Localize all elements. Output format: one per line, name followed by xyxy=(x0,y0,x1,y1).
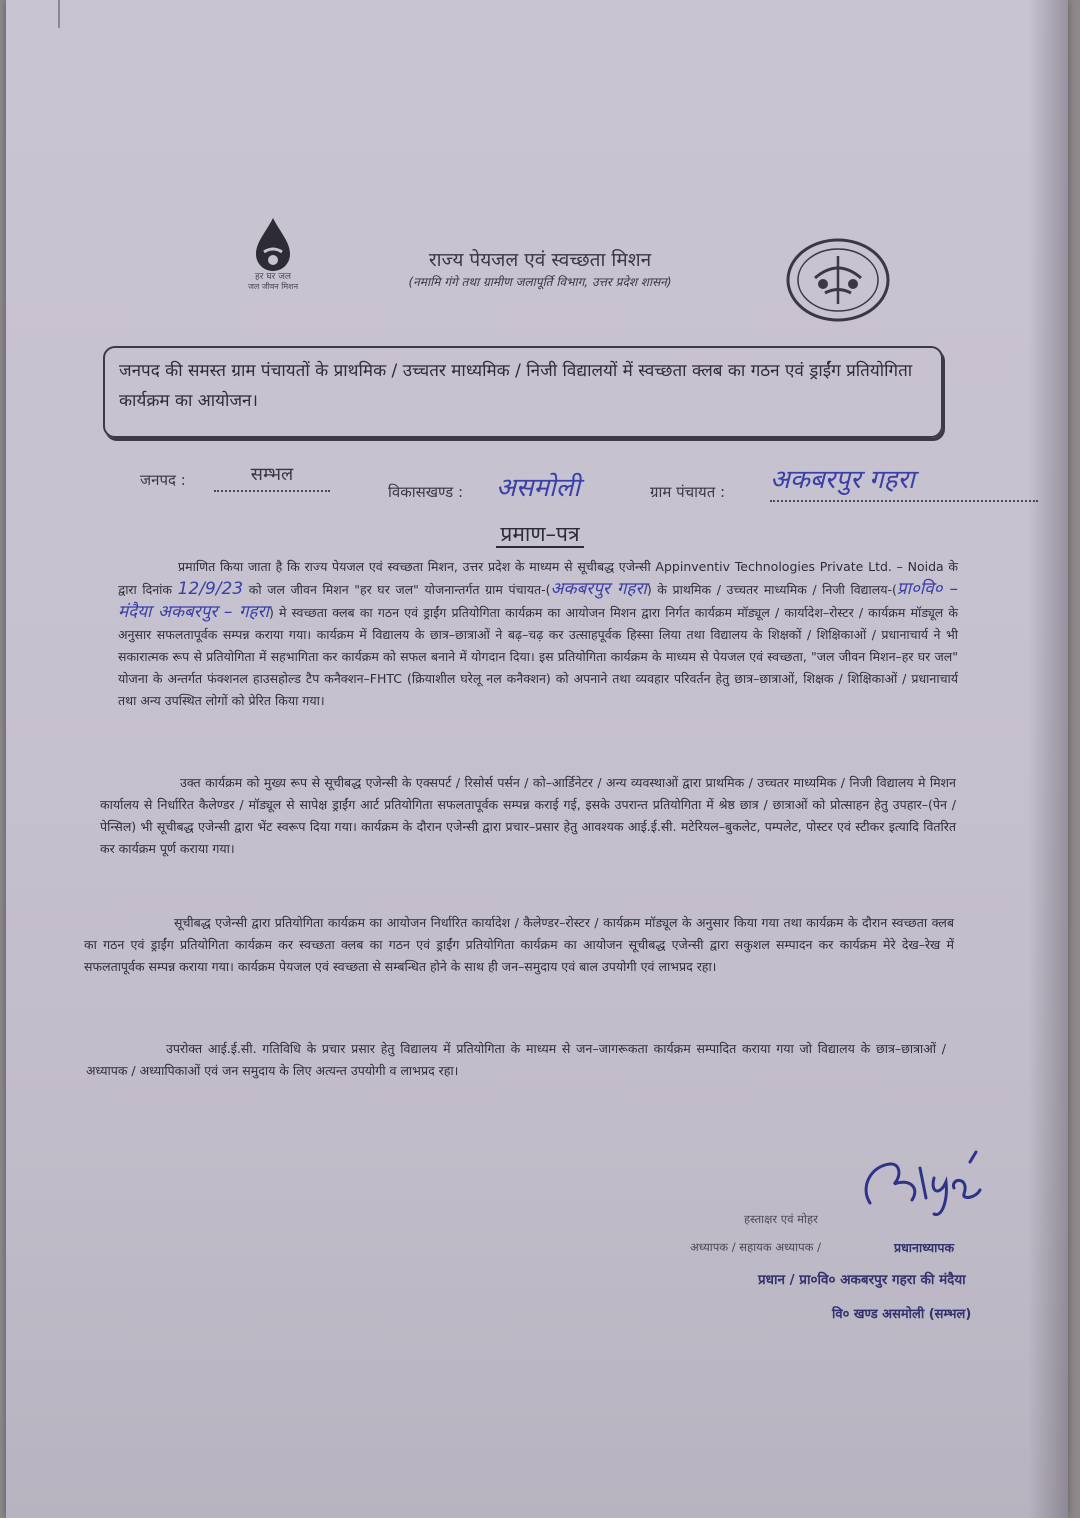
signature-mark xyxy=(850,1148,990,1228)
para1-text-a: प्रमाणित किया जाता है कि राज्य पेयजल एवं स्वच्छता मिशन, उत्तर प्रदेश के माध्यम से सूचीबद्ध एजेन्सी Appinventiv Technologies Private Ltd. – Noida के द्वारा दिनांक xyxy=(118,559,958,597)
para1-text-c: ) के प्राथमिक / उच्चतर माध्यमिक / निजी विद्यालय- xyxy=(646,582,892,597)
signature-caption: हस्ताक्षर एवं मोहर xyxy=(744,1212,818,1226)
logo-subcaption: जल जीवन मिशन xyxy=(247,282,299,291)
subject-box: जनपद की समस्त ग्राम पंचायतों के प्राथमिक / उच्चतर माध्यमिक / निजी विद्यालयों में स्वच्छता क्लब का गठन एवं ड्राईंग प्रतियोगिता कार्यक्रम का आयोजन। xyxy=(103,346,943,438)
logo-caption: हर घर जल xyxy=(255,272,291,282)
paragraph-4: उपरोक्त आई.ई.सी. गतिविधि के प्रचार प्रसार हेतु विद्यालय में प्रतियोगिता के माध्यम से जन–जागरूकता कार्यक्रम सम्पादित कराया गया जो विद्यालय के छात्र–छात्राओं / अध्यापक / अध्यापिकाओं एवं जन समुदाय के लिए अत्यन्त उपयोगी व लाभप्रद रहा। xyxy=(86,1041,946,1078)
paragraph-2: उक्त कार्यक्रम को मुख्य रूप से सूचीबद्ध एजेन्सी के एक्सपर्ट / रिसोर्स पर्सन / को–आर्डिनेटर / अन्य व्यवस्थाओं द्वारा प्राथमिक / उच्चतर माध्यमिक / निजी विद्यालय मे मिशन कार्यालय से निर्धारित कैलेण्डर / मॉड्यूल से सापेक्ष ड्राईंग आर्ट प्रतियोगिता सफलतापूर्वक सम्पन्न कराई गई, इसके उपरान्त प्रतियोगिता में श्रेष्ठ छात्र / छात्राओं को प्रोत्साहन हेतु उपहार–(पेन / पेन्सिल) भी सूचीबद्ध एजेन्सी द्वारा भेंट स्वरूप दिया गया। कार्यक्रम के दौरान एजेन्सी द्वारा प्रचार–प्रसार हेतु आवश्यक आई.ई.सी. मटेरियल–बुकलेट, पम्पलेट, पोस्टर एवं स्टीकर इत्यादि वितरित कर कार्यक्रम पूर्ण कराया गया। xyxy=(100,775,956,856)
program-date: 12/9/23 xyxy=(177,579,244,599)
stamp-headmaster: प्रधानाध्यापक xyxy=(894,1240,955,1255)
certificate-title xyxy=(0,520,1080,548)
janpad-value: सम्भल xyxy=(214,462,330,492)
janpad-label: जनपद : xyxy=(140,471,186,489)
teacher-designation: अध्यापक / सहायक अध्यापक / xyxy=(690,1240,821,1254)
stamp-block: वि० खण्ड असमोली (सम्भल) xyxy=(832,1307,972,1322)
paper-edge-shadow xyxy=(1028,0,1068,1518)
document-page xyxy=(6,0,1068,1518)
paper-fold-mark xyxy=(58,0,72,28)
gram-panchayat-value: अकबरपुर गहरा xyxy=(770,460,1038,502)
certificate-title-text: प्रमाण–पत्र xyxy=(496,522,583,548)
state-emblem-icon xyxy=(785,238,891,322)
handwritten-signature xyxy=(850,1148,990,1228)
paragraph-1: प्रमाणित किया जाता है कि राज्य पेयजल एवं स्वच्छता मिशन, उत्तर प्रदेश के माध्यम से सूचीबद्ध एजेन्सी Appinventiv Technologies Private Ltd. – Noida के द्वारा दिनांक 12/9/23 को जल जीवन मिशन "हर घर जल" योजनान्तर्गत ग्राम पंचायत-(अकबरपुर गहरा) के प्राथमिक / उच्चतर माध्यमिक / निजी विद्यालय-(प्रा०वि० – मंदैया अकबरपुर – गहरा) मे स्वच्छता क्लब का गठन एवं ड्राईंग प्रतियोगिता कार्यक्रम का आयोजन मिशन द्वारा निर्गत कार्यक्रम मॉड्यूल / कार्यादेश–रोस्टर / कार्यक्रम मॉड्यूल के अनुसार सफलतापूर्वक सम्पन्न कराया गया। कार्यक्रम में विद्यालय के छात्र–छात्राओं ने बढ़–चढ़ कर उत्साहपूर्वक हिस्सा लिया तथा विद्यालय के शिक्षकों / शिक्षिकाओं / प्रधानाचार्य ने भी सकारात्मक रूप से प्रतियोगिता में सहभागिता कर कार्यक्रम को सफल बनाने में योगदान दिया। इस प्रतियोगिता कार्यक्रम के माध्यम से पेयजल एवं स्वच्छता, "जल जीवन मिशन–हर घर जल" योजना के अन्तर्गत फंक्शनल हाउसहोल्ड टैप कनैक्शन–FHTC (क्रियाशील घरेलू नल कनैक्शन) को अपनाने तथा व्यवहार परिवर्तन हेतु छात्र–छात्राओं, शिक्षक / शिक्षिकाओं / प्रधानाचार्य तथा अन्य उपस्थित लोगों को प्रेरित किया गया। xyxy=(118,559,959,708)
gram-panchayat-label: ग्राम पंचायत : xyxy=(650,483,726,501)
mission-subtitle: (नमामि गंगे तथा ग्रामीण जलापूर्ति विभाग, उत्तर प्रदेश शासन) xyxy=(408,275,672,289)
gram-panchayat-fill: अकबरपुर गहरा xyxy=(550,579,647,599)
school-name-fill: प्रा०वि० – मंदैया अकबरपुर – गहरा xyxy=(118,579,959,622)
up-government-emblem xyxy=(785,238,891,322)
stamp-school: प्रधान / प्रा०वि० अकबरपुर गहरा की मंदैया xyxy=(758,1272,966,1288)
para1-text-d: ) मे स्वच्छता क्लब का गठन एवं ड्राईंग प्रतियोगिता कार्यक्रम का आयोजन मिशन द्वारा निर्गत कार्यक्रम मॉड्यूल / कार्यादेश–रोस्टर / कार्यक्रम मॉड्यूल के अनुसार सफलतापूर्वक सम्पन्न कराया गया। कार्यक्रम में विद्यालय के छात्र–छात्राओं ने बढ़–चढ़ कर उत्साहपूर्वक हिस्सा लिया तथा विद्यालय के शिक्षकों / शिक्षिकाओं / प्रधानाचार्य ने भी सकारात्मक रूप से प्रतियोगिता में सहभागिता कर कार्यक्रम को सफल बनाने में योगदान दिया। इस प्रतियोगिता कार्यक्रम के माध्यम से पेयजल एवं स्वच्छता, "जल जीवन मिशन–हर घर जल" योजना के अन्तर्गत फंक्शनल हाउसहोल्ड टैप कनैक्शन–FHTC (क्रियाशील घरेलू नल कनैक्शन) को अपनाने तथा व्यवहार परिवर्तन हेतु छात्र–छात्राओं, शिक्षक / शिक्षिकाओं / प्रधानाचार्य तथा अन्य उपस्थित लोगों को प्रेरित किया गया। xyxy=(118,605,959,708)
vikaskhand-value: असमोली xyxy=(496,473,581,503)
vikaskhand-label: विकासखण्ड : xyxy=(388,483,464,501)
para1-text-b: को जल जीवन मिशन "हर घर जल" योजनान्तर्गत ग्राम पंचायत-( xyxy=(248,582,551,597)
mission-title: राज्य पेयजल एवं स्वच्छता मिशन xyxy=(428,249,652,271)
paragraph-3: सूचीबद्ध एजेन्सी द्वारा प्रतियोगिता कार्यक्रम का आयोजन निर्धारित कार्यादेश / कैलेण्डर–रोस्टर / कार्यक्रम मॉड्यूल के अनुसार किया गया तथा कार्यक्रम के दौरान स्वच्छता क्लब का गठन एवं ड्राईंग प्रतियोगिता कार्यक्रम कर स्वच्छता क्लब का गठन एवं ड्राईंग प्रतियोगिता कार्यक्रम का आयोजन सूचीबद्ध एजेन्सी द्वारा सकुशल सम्पादन कर कार्यक्रम मेरे देख–रेख में सफलतापूर्वक सम्पन्न कराया गया। कार्यक्रम पेयजल एवं स्वच्छता से सम्बन्धित होने के साथ ही जन–समुदाय एवं बाल उपयोगी एवं लाभप्रद रहा। xyxy=(84,915,954,974)
